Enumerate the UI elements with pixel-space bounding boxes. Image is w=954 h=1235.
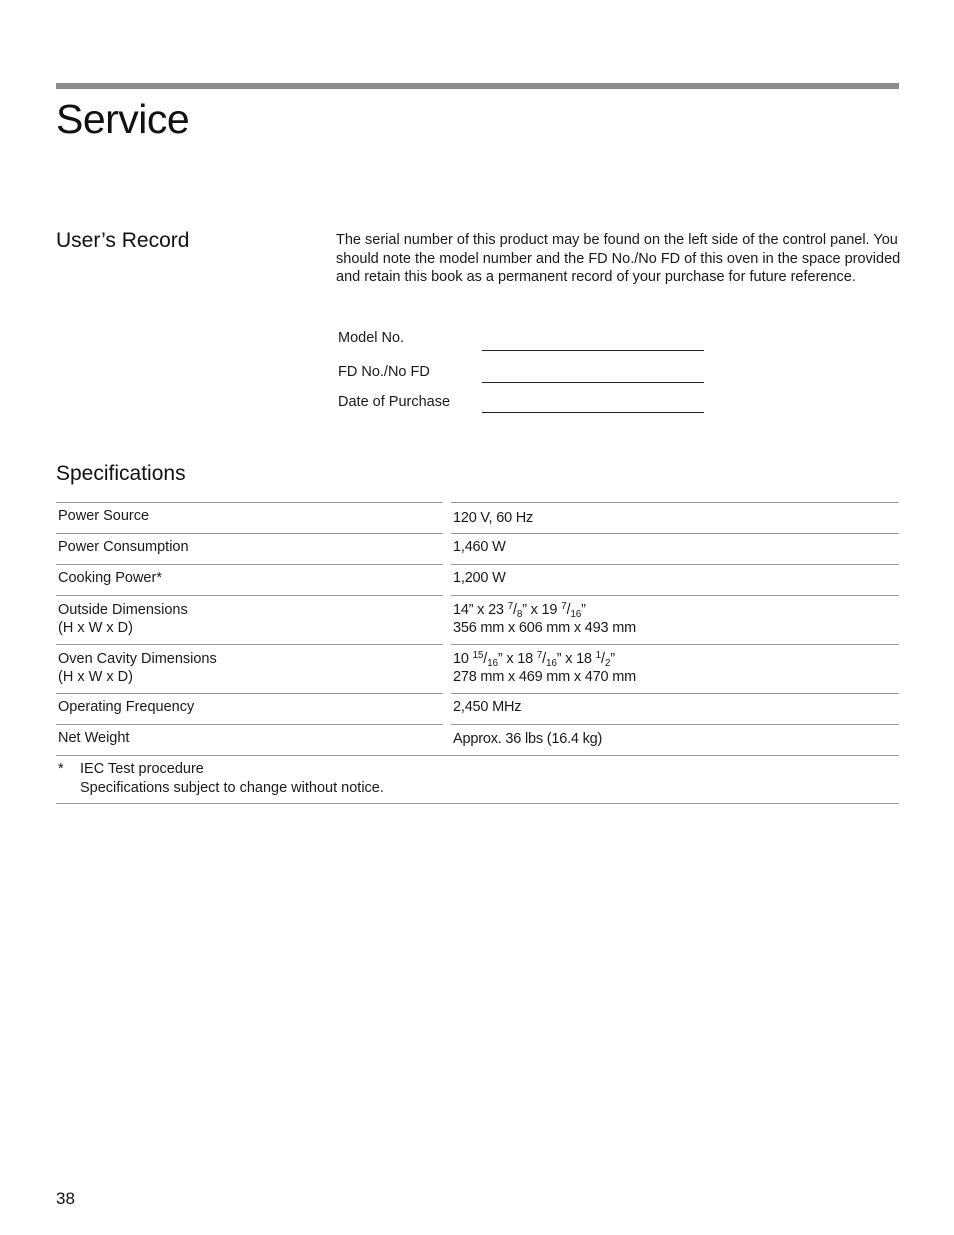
- spec-value: Approx. 36 lbs (16.4 kg): [453, 731, 603, 747]
- spec-row: [56, 595, 899, 644]
- spec-value: 120 V, 60 Hz: [453, 510, 534, 526]
- spec-row: [56, 644, 899, 693]
- specifications-table: [56, 502, 899, 804]
- spec-row: [56, 533, 899, 564]
- spec-value: [451, 596, 899, 644]
- specifications-heading: Specifications: [56, 462, 186, 485]
- spec-label: Power Consumption: [58, 539, 189, 555]
- date-of-purchase-label: Date of Purchase: [338, 394, 451, 410]
- page-number: 38: [56, 1189, 75, 1208]
- spec-label: [56, 645, 443, 693]
- spec-value: 1,460 W: [453, 539, 506, 555]
- spec-value: [451, 645, 899, 693]
- spec-value-fraction-line: 14” x 23 $^7/_8$” x 19 $^7/_{16}$”: [453, 601, 586, 620]
- spec-label-line2: (H x W x D): [58, 620, 133, 636]
- spec-label: Cooking Power*: [58, 570, 162, 586]
- top-rule: [56, 83, 899, 89]
- date-of-purchase-line: [482, 412, 704, 413]
- spec-label: Operating Frequency: [58, 699, 195, 715]
- spec-label-line2: (H x W x D): [58, 669, 133, 685]
- spec-value-metric-line: 278 mm x 469 mm x 470 mm: [453, 669, 636, 685]
- spec-label: [56, 596, 443, 644]
- spec-label: Power Source: [58, 508, 150, 524]
- fd-no-line: [482, 382, 704, 383]
- users-record-heading: User’s Record: [56, 229, 190, 252]
- model-no-label: Model No.: [338, 330, 405, 346]
- spec-row: [56, 564, 899, 595]
- specifications-footnote: [56, 755, 899, 804]
- page-title: Service: [56, 96, 190, 142]
- fd-no-label: FD No./No FD: [338, 364, 430, 380]
- spec-label: Net Weight: [58, 730, 130, 746]
- footnote-line2: Specifications subject to change without notice.: [80, 779, 384, 796]
- spec-value-metric-line: 356 mm x 606 mm x 493 mm: [453, 620, 636, 636]
- spec-row: [56, 693, 899, 724]
- spec-label-line1: Oven Cavity Dimensions: [58, 651, 217, 667]
- footnote-line1: IEC Test procedure: [80, 761, 204, 777]
- footnote-marker: *: [58, 761, 64, 777]
- model-no-line: [482, 350, 704, 351]
- spec-value-fraction-line: 10 $^{15}/_{16}$” x 18 $^7/_{16}$” x 18 $^1/_2$”: [453, 650, 615, 669]
- users-record-intro: The serial number of this product may be found on the left side of the control panel. You should note the model number and the FD No./No FD of this oven in the space provided and retain this book as a permanent record of your purchase for future reference.: [336, 232, 901, 286]
- spec-value: 2,450 MHz: [453, 699, 522, 715]
- spec-row: [56, 502, 899, 533]
- spec-row: [56, 724, 899, 755]
- spec-value: 1,200 W: [453, 570, 506, 586]
- spec-label-line1: Outside Dimensions: [58, 602, 188, 618]
